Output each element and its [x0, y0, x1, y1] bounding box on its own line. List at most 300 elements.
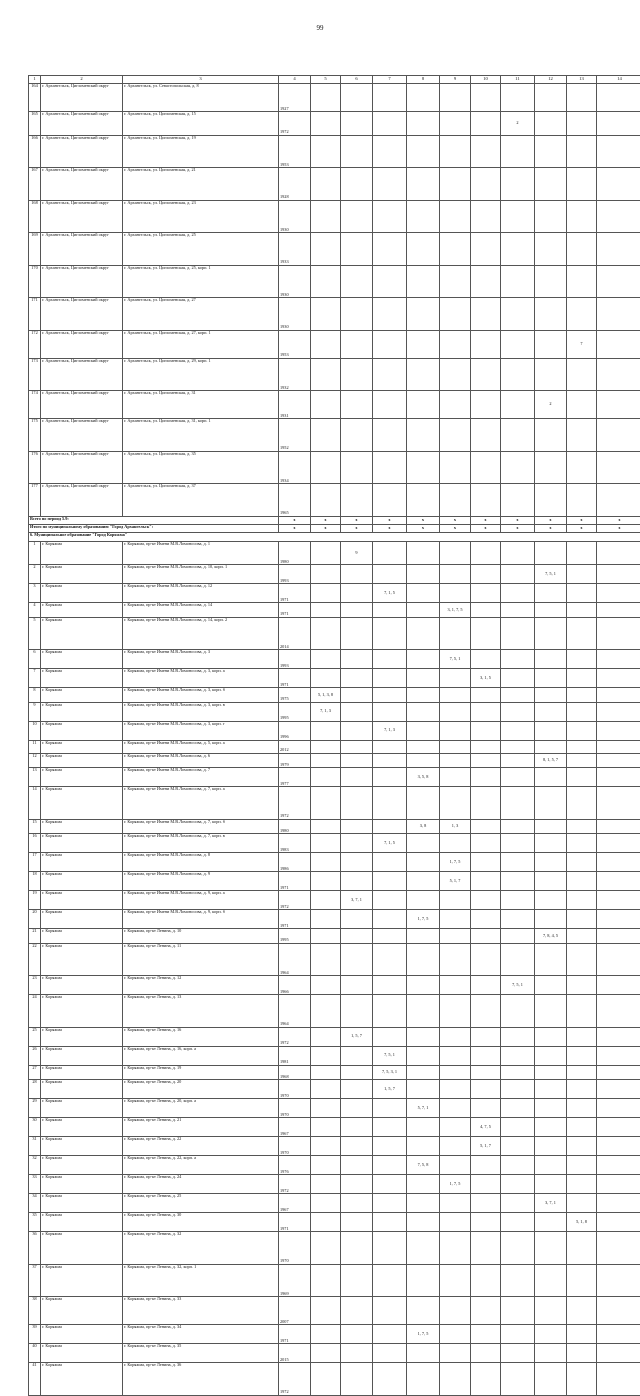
summary-mark: x [373, 524, 407, 532]
period-cell [471, 787, 501, 820]
period-cell [407, 168, 440, 201]
period-cell [501, 265, 535, 298]
year-cell: 1952 [279, 419, 311, 452]
row-number: 26 [29, 1046, 41, 1065]
period-cell [501, 84, 535, 112]
period-cell [311, 1137, 341, 1156]
period-cell [311, 135, 341, 168]
period-cell [501, 1156, 535, 1175]
table-row [29, 1156, 640, 1175]
address-cell: г. Архангельск, ул. Цигломенская, д. 31, корп. 1 [123, 419, 279, 452]
year-cell: 1927 [279, 84, 311, 112]
row-number: 23 [29, 976, 41, 995]
row-number: 36 [29, 1232, 41, 1265]
row-number: 9 [29, 702, 41, 721]
period-cell [440, 358, 471, 391]
period-cell [597, 1099, 640, 1118]
municipality-cell: г. Коряжма [41, 1363, 123, 1396]
period-cell [440, 1264, 471, 1297]
municipality-cell: г. Коряжма [41, 872, 123, 891]
municipality-cell: г. Коряжма [41, 565, 123, 584]
municipality-cell: г. Архангельск, Цигломенский округ [41, 265, 123, 298]
year-cell: 1967 [279, 1194, 311, 1213]
period-cell [597, 565, 640, 584]
period-cell [311, 995, 341, 1028]
period-cell [567, 541, 597, 565]
period-cell [311, 584, 341, 603]
period-cell [440, 200, 471, 233]
period-cell [440, 1363, 471, 1396]
year-cell: 1969 [279, 1264, 311, 1297]
period-cell [440, 565, 471, 584]
period-cell [501, 1363, 535, 1396]
address-cell: г. Коряжма, пр-кт Имени М.В.Ломоносова, д. 9 [123, 872, 279, 891]
period-cell [341, 233, 373, 266]
period-cell [407, 702, 440, 721]
period-cell [567, 565, 597, 584]
period-cell [597, 910, 640, 929]
municipality-cell: г. Коряжма [41, 995, 123, 1028]
year-cell: 1972 [279, 1027, 311, 1046]
table-row [29, 721, 640, 740]
subtotal-period-row [29, 516, 640, 524]
period-cell [501, 669, 535, 688]
row-number: 6 [29, 650, 41, 669]
period-cell [535, 1213, 567, 1232]
period-cell [373, 819, 407, 834]
period-cell: 8, 1, 5, 7 [535, 753, 567, 768]
address-cell: г. Коряжма, пр-кт Имени М.В.Ломоносова, д. 7, корп. б [123, 819, 279, 834]
year-cell: 1972 [279, 891, 311, 910]
period-cell [597, 872, 640, 891]
period-cell [471, 84, 501, 112]
period-cell [341, 943, 373, 976]
period-cell [597, 1065, 640, 1080]
period-cell [597, 995, 640, 1028]
period-cell [597, 1297, 640, 1325]
period-cell [535, 1264, 567, 1297]
period-cell [501, 834, 535, 853]
period-cell [373, 976, 407, 995]
year-cell: 1972 [279, 1363, 311, 1396]
table-row [29, 819, 640, 834]
address-cell: г. Коряжма, пр-кт Имени М.В.Ломоносова, д. 8 [123, 853, 279, 872]
period-cell [373, 1213, 407, 1232]
period-cell [535, 819, 567, 834]
period-cell [440, 84, 471, 112]
period-cell [535, 1118, 567, 1137]
period-cell [501, 688, 535, 703]
period-cell [440, 112, 471, 136]
period-cell [535, 1175, 567, 1194]
period-cell [341, 112, 373, 136]
row-number: 175 [29, 419, 41, 452]
period-cell [567, 1194, 597, 1213]
address-cell: г. Коряжма, пр-кт Ленина, д. 36 [123, 1363, 279, 1396]
period-cell [501, 584, 535, 603]
period-cell [501, 650, 535, 669]
year-cell: 1964 [279, 943, 311, 976]
period-cell [341, 650, 373, 669]
period-cell [567, 135, 597, 168]
municipality-cell: г. Архангельск, Цигломенский округ [41, 451, 123, 484]
address-cell: г. Коряжма, пр-кт Ленина, д. 22, корп. а [123, 1156, 279, 1175]
period-cell [311, 929, 341, 944]
period-cell [373, 669, 407, 688]
period-cell [501, 1080, 535, 1099]
period-cell [597, 834, 640, 853]
period-cell [471, 135, 501, 168]
table-row [29, 391, 640, 419]
period-cell [471, 1363, 501, 1396]
period-cell: 1, 7, 5 [440, 1175, 471, 1194]
year-cell: 1971 [279, 1325, 311, 1344]
municipality-cell: г. Коряжма [41, 1137, 123, 1156]
period-cell [341, 358, 373, 391]
period-cell [597, 112, 640, 136]
period-cell [440, 1080, 471, 1099]
period-cell [311, 910, 341, 929]
period-cell [535, 603, 567, 618]
year-cell: 1970 [279, 1080, 311, 1099]
row-number: 166 [29, 135, 41, 168]
address-cell: г. Коряжма, пр-кт Ленина, д. 30 [123, 1213, 279, 1232]
municipality-cell: г. Коряжма [41, 650, 123, 669]
period-cell [597, 484, 640, 517]
year-cell: 1976 [279, 1156, 311, 1175]
year-cell: 1931 [279, 391, 311, 419]
period-cell [373, 1137, 407, 1156]
period-cell [501, 1065, 535, 1080]
period-cell [373, 872, 407, 891]
period-cell [407, 200, 440, 233]
period-cell [373, 298, 407, 331]
period-cell [471, 1080, 501, 1099]
period-cell [535, 265, 567, 298]
period-cell [535, 943, 567, 976]
municipality-cell: г. Коряжма [41, 1027, 123, 1046]
period-cell [501, 1213, 535, 1232]
period-cell [373, 541, 407, 565]
period-cell [567, 943, 597, 976]
period-cell [471, 1297, 501, 1325]
table-row [29, 1363, 640, 1396]
period-cell [471, 891, 501, 910]
year-cell: 1993 [279, 565, 311, 584]
table-row [29, 669, 640, 688]
period-cell [341, 834, 373, 853]
period-cell [440, 891, 471, 910]
year-cell: 1967 [279, 1118, 311, 1137]
row-number: 167 [29, 168, 41, 201]
row-number: 164 [29, 84, 41, 112]
period-cell [535, 721, 567, 740]
period-cell [341, 872, 373, 891]
summary-mark: x [341, 516, 373, 524]
period-cell [597, 1194, 640, 1213]
period-cell [501, 1264, 535, 1297]
period-cell [341, 84, 373, 112]
period-cell [501, 541, 535, 565]
period-cell: 5, 1, 7 [440, 872, 471, 891]
period-cell [407, 1118, 440, 1137]
period-cell [311, 650, 341, 669]
address-cell: г. Коряжма, пр-кт Имени М.В.Ломоносова, д. 9, корп. б [123, 910, 279, 929]
table-row [29, 834, 640, 853]
period-cell [407, 872, 440, 891]
table-row [29, 872, 640, 891]
municipality-cell: г. Коряжма [41, 891, 123, 910]
period-cell [501, 617, 535, 650]
municipality-cell: г. Коряжма [41, 910, 123, 929]
table-row [29, 233, 640, 266]
period-cell [440, 451, 471, 484]
table-row [29, 1046, 640, 1065]
year-cell: 1971 [279, 584, 311, 603]
period-cell [535, 1325, 567, 1344]
period-cell [471, 1264, 501, 1297]
address-cell: г. Коряжма, пр-кт Имени М.В.Ломоносова, д. 3, корп. б [123, 688, 279, 703]
period-cell: 3, 1, 5 [471, 669, 501, 688]
period-cell [567, 834, 597, 853]
period-cell [597, 298, 640, 331]
period-cell [407, 1175, 440, 1194]
table-row [29, 1297, 640, 1325]
period-cell [471, 603, 501, 618]
period-cell [501, 995, 535, 1028]
period-cell [341, 1363, 373, 1396]
period-cell [311, 1046, 341, 1065]
row-number: 27 [29, 1065, 41, 1080]
period-cell [597, 787, 640, 820]
period-cell [373, 358, 407, 391]
table-row [29, 929, 640, 944]
period-cell [597, 853, 640, 872]
column-header-13: 13 [567, 76, 597, 84]
period-cell [567, 1325, 597, 1344]
period-cell: 5, 7, 1 [407, 1099, 440, 1118]
period-cell [501, 565, 535, 584]
row-number: 21 [29, 929, 41, 944]
table-row [29, 787, 640, 820]
address-cell: г. Коряжма, пр-кт Ленина, д. 19 [123, 1065, 279, 1080]
year-cell: 1971 [279, 603, 311, 618]
period-cell [407, 330, 440, 358]
period-cell: 7, 1, 3 [373, 721, 407, 740]
period-cell [440, 1027, 471, 1046]
period-cell [501, 391, 535, 419]
municipality-cell: г. Коряжма [41, 943, 123, 976]
summary-mark: x [471, 524, 501, 532]
year-cell: 1993 [279, 650, 311, 669]
period-cell [567, 721, 597, 740]
year-cell: 1970 [279, 1232, 311, 1265]
period-cell [597, 1027, 640, 1046]
period-cell [567, 419, 597, 452]
period-cell [567, 853, 597, 872]
period-cell [501, 853, 535, 872]
period-cell [597, 740, 640, 753]
address-cell: г. Коряжма, пр-кт Ленина, д. 10 [123, 929, 279, 944]
address-cell: г. Коряжма, пр-кт Имени М.В.Ломоносова, д. 10, корп. 1 [123, 565, 279, 584]
period-cell [407, 669, 440, 688]
period-cell [471, 233, 501, 266]
period-cell [373, 1027, 407, 1046]
period-cell [440, 233, 471, 266]
period-cell [341, 1137, 373, 1156]
period-cell [567, 819, 597, 834]
period-cell: 7, 5, 1 [501, 976, 535, 995]
period-cell [440, 617, 471, 650]
period-cell [407, 943, 440, 976]
period-cell: 3, 1, 7, 5 [440, 603, 471, 618]
municipality-cell: г. Коряжма [41, 834, 123, 853]
address-cell: г. Коряжма, пр-кт Имени М.В.Ломоносова, д. 14, корп. 2 [123, 617, 279, 650]
summary-mark: x [567, 516, 597, 524]
period-cell [471, 419, 501, 452]
period-cell [597, 451, 640, 484]
row-number: 32 [29, 1156, 41, 1175]
table-row [29, 1213, 640, 1232]
period-cell [341, 721, 373, 740]
period-cell [341, 995, 373, 1028]
period-cell [567, 1175, 597, 1194]
period-cell [373, 853, 407, 872]
period-cell [440, 669, 471, 688]
summary-mark: x [440, 524, 471, 532]
address-cell: г. Коряжма, пр-кт Ленина, д. 20, корп. а [123, 1099, 279, 1118]
period-cell [597, 233, 640, 266]
year-cell: 1972 [279, 112, 311, 136]
period-cell [535, 650, 567, 669]
period-cell [471, 872, 501, 891]
period-cell [373, 702, 407, 721]
period-cell [535, 768, 567, 787]
address-cell: г. Коряжма, пр-кт Ленина, д. 16, корп. а [123, 1046, 279, 1065]
municipality-cell: г. Архангельск, Цигломенский округ [41, 168, 123, 201]
period-cell [597, 943, 640, 976]
summary-mark: x [597, 516, 640, 524]
row-number: 10 [29, 721, 41, 740]
period-cell [535, 541, 567, 565]
period-cell [341, 298, 373, 331]
period-cell [440, 419, 471, 452]
summary-mark: x [597, 524, 640, 532]
period-cell [471, 265, 501, 298]
period-cell [407, 976, 440, 995]
period-cell [407, 484, 440, 517]
period-cell [311, 391, 341, 419]
year-cell: 1980 [279, 541, 311, 565]
table-row [29, 112, 640, 136]
municipality-cell: г. Коряжма [41, 702, 123, 721]
period-cell [471, 834, 501, 853]
period-cell [471, 565, 501, 584]
address-cell: г. Коряжма, пр-кт Имени М.В.Ломоносова, д. 3 [123, 650, 279, 669]
period-cell [407, 419, 440, 452]
year-cell: 2014 [279, 617, 311, 650]
period-cell [341, 1297, 373, 1325]
year-cell: 2015 [279, 1344, 311, 1363]
table-row [29, 419, 640, 452]
table-row [29, 603, 640, 618]
period-cell [440, 1297, 471, 1325]
address-cell: г. Архангельск, ул. Цигломенская, д. 37 [123, 484, 279, 517]
period-cell: 1, 7, 5 [440, 853, 471, 872]
period-cell [373, 1194, 407, 1213]
period-cell [311, 358, 341, 391]
year-cell: 1965 [279, 484, 311, 517]
year-cell: 1971 [279, 872, 311, 891]
period-cell [440, 1344, 471, 1363]
period-cell [471, 1194, 501, 1213]
summary-mark: x [501, 516, 535, 524]
period-cell [407, 135, 440, 168]
period-cell [341, 1232, 373, 1265]
period-cell [373, 168, 407, 201]
period-cell [535, 1065, 567, 1080]
period-cell [597, 819, 640, 834]
period-cell [567, 1137, 597, 1156]
period-cell [341, 484, 373, 517]
period-cell [341, 1080, 373, 1099]
period-cell [373, 112, 407, 136]
period-cell [597, 1264, 640, 1297]
period-cell [311, 943, 341, 976]
period-cell [311, 1065, 341, 1080]
table-row [29, 910, 640, 929]
period-cell [567, 298, 597, 331]
summary-mark: x [471, 516, 501, 524]
period-cell [311, 617, 341, 650]
period-cell [567, 740, 597, 753]
period-cell [535, 1156, 567, 1175]
period-cell [341, 1099, 373, 1118]
table-row [29, 1137, 640, 1156]
row-number: 14 [29, 787, 41, 820]
period-cell [501, 891, 535, 910]
period-cell [567, 484, 597, 517]
column-header-4: 4 [279, 76, 311, 84]
municipality-cell: г. Архангельск, Цигломенский округ [41, 391, 123, 419]
period-cell [501, 1232, 535, 1265]
period-cell: 5, 1, 8 [567, 1213, 597, 1232]
period-cell [501, 168, 535, 201]
period-cell: 1, 5, 7 [341, 1027, 373, 1046]
period-cell [373, 200, 407, 233]
period-cell [311, 265, 341, 298]
municipality-cell: г. Коряжма [41, 819, 123, 834]
row-number: 25 [29, 1027, 41, 1046]
year-cell: 1977 [279, 768, 311, 787]
row-number: 177 [29, 484, 41, 517]
period-cell [567, 768, 597, 787]
period-cell [597, 669, 640, 688]
address-cell: г. Коряжма, пр-кт Имени М.В.Ломоносова, д. 3, корп. а [123, 669, 279, 688]
table-row [29, 740, 640, 753]
table-row [29, 702, 640, 721]
period-cell [407, 358, 440, 391]
period-cell [535, 200, 567, 233]
period-cell [597, 1175, 640, 1194]
year-cell: 1932 [279, 358, 311, 391]
period-cell [407, 929, 440, 944]
year-cell: 1980 [279, 819, 311, 834]
period-cell [597, 617, 640, 650]
address-cell: г. Коряжма, пр-кт Ленина, д. 13 [123, 995, 279, 1028]
period-cell [440, 1065, 471, 1080]
period-cell [407, 233, 440, 266]
